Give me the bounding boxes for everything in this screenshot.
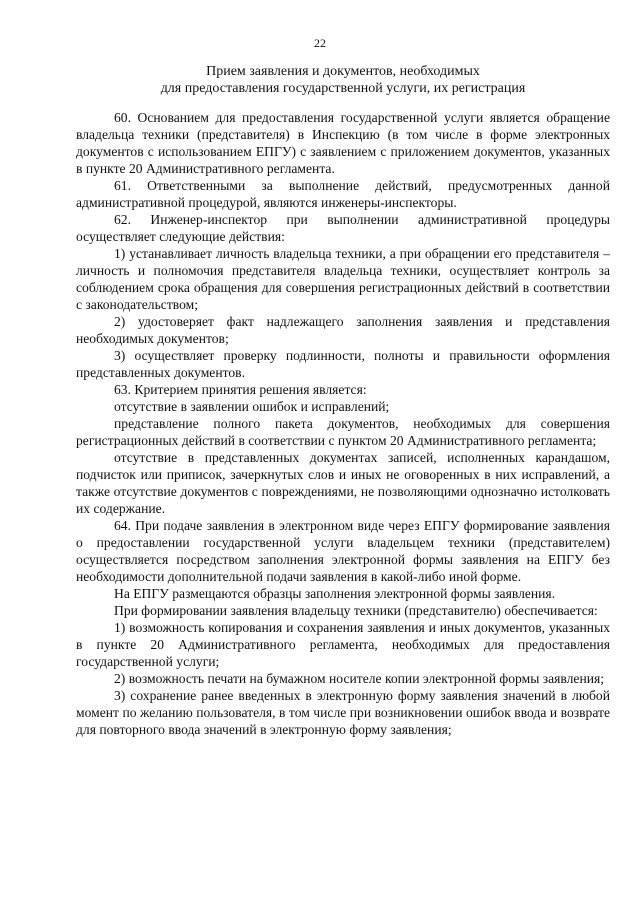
- section-title-line-1: Прием заявления и документов, необходимых: [206, 64, 480, 79]
- section-title: [76, 63, 610, 97]
- paragraph-64: 64. При подаче заявления в электронном виде через ЕПГУ формирование заявления о предоставлении государственной услуги владельцем техники (представителем) осуществляется посредством заполнения электронной формы заявления на ЕПГУ без необходимости дополнительной подачи заявления в какой-либо иной форме.: [76, 518, 610, 584]
- paragraph-61: 61. Ответственными за выполнение действий, предусмотренных данной административной процедурой, являются инженеры-инспекторы.: [76, 178, 610, 210]
- paragraph-62-item-1: 1) устанавливает личность владельца техники, а при обращении его представителя – личность и полномочия представителя владельца техники, осуществляет контроль за соблюдением срока обращения для совершения регистрационных действий в соответствии с законодательством;: [76, 246, 610, 312]
- section-title-line-2: для предоставления государственной услуги, их регистрация: [160, 81, 526, 96]
- paragraph-64-item-1: 1) возможность копирования и сохранения заявления и иных документов, указанных в пункте 20 Административного регламента, необходимых для предоставления государственной услуги;: [76, 620, 610, 669]
- paragraph-64-item-2: 2) возможность печати на бумажном носителе копии электронной формы заявления;: [114, 671, 605, 686]
- paragraph-64-provisions: При формировании заявления владельцу техники (представителю) обеспечивается:: [114, 603, 598, 618]
- paragraph-63-criterion-2: представление полного пакета документов, необходимых для совершения регистрационных действий в соответствии с пунктом 20 Административного регламента;: [76, 416, 610, 448]
- paragraph-62-item-2: 2) удостоверяет факт надлежащего заполнения заявления и представления необходимых документов;: [76, 314, 610, 346]
- paragraph-62: 62. Инженер-инспектор при выполнении административной процедуры осуществляет следующие действия:: [76, 212, 610, 244]
- paragraph-62-item-3: 3) осуществляет проверку подлинности, полноты и правильности оформления представленных документов.: [76, 348, 610, 380]
- paragraph-60: 60. Основанием для предоставления государственной услуги является обращение владельца техники (представителя) в Инспекцию (в том числе в форме электронных документов с использованием ЕПГУ) с заявлением с приложением документов, указанных в пункте 20 Административного регламента.: [76, 110, 610, 176]
- paragraph-64-samples: На ЕПГУ размещаются образцы заполнения электронной формы заявления.: [114, 586, 556, 601]
- document-body: [76, 109, 610, 738]
- paragraph-64-item-3: 3) сохранение ранее введенных в электронную форму заявления значений в любой момент по желанию пользователя, в том числе при возникновении ошибок ввода и возврате для повторного ввода значений в электронную форму заявления;: [76, 688, 610, 737]
- paragraph-63-criterion-3: отсутствие в представленных документах записей, исполненных карандашом, подчисток или приписок, зачеркнутых слов и иных не оговоренных в них исправлений, а также отсутствие документов с повреждениями, не позволяющими однозначно истолковать их содержание.: [76, 450, 610, 516]
- paragraph-63: 63. Критерием принятия решения является:: [114, 382, 367, 397]
- page-number: 22: [314, 36, 326, 50]
- paragraph-63-criterion-1: отсутствие в заявлении ошибок и исправлений;: [114, 399, 390, 414]
